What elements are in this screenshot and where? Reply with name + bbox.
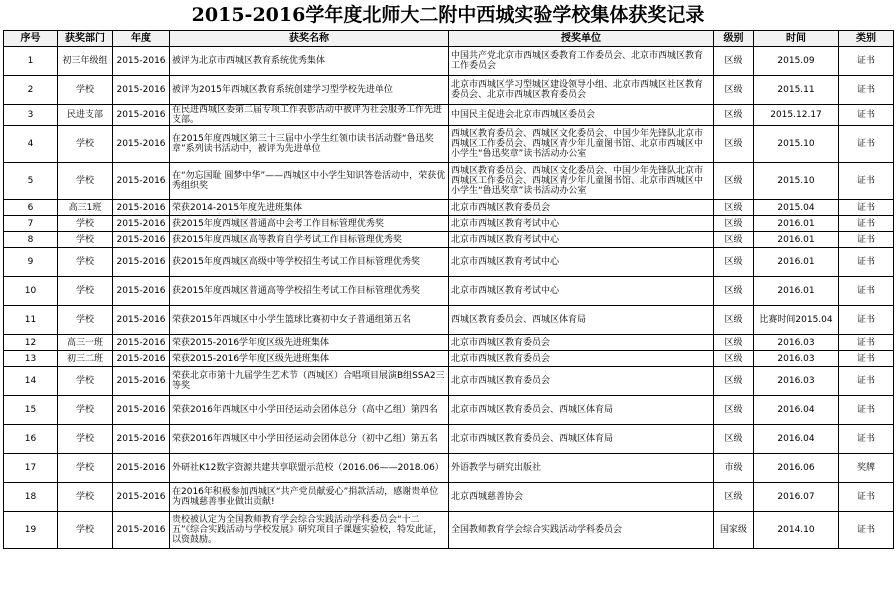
table-row xyxy=(4,367,894,396)
cell-date: 2016.04 xyxy=(754,425,839,454)
page-title: 2015-2016学年度北师大二附中西城实验学校集体获奖记录 xyxy=(191,4,705,26)
cell-type: 证书 xyxy=(839,105,894,126)
cell-no: 6 xyxy=(4,200,58,216)
cell-level: 区级 xyxy=(714,232,754,248)
cell-grantor: 西城区教育委员会、西城区文化委员会、中国少年先锋队北京市西城区工作委员会、西城区青少年儿童图书馆、北京市西城区中小学生“鲁迅奖章”读书活动办公室 xyxy=(449,126,714,163)
col-header-date: 时间 xyxy=(754,31,839,47)
cell-type: 证书 xyxy=(839,248,894,277)
table-row xyxy=(4,306,894,335)
cell-date: 2016.03 xyxy=(754,335,839,351)
cell-grantor: 西城区教育委员会、西城区文化委员会、中国少年先锋队北京市西城区工作委员会、西城区青少年儿童图书馆、北京市西城区中小学生“鲁迅奖章”读书活动办公室 xyxy=(449,163,714,200)
cell-level: 区级 xyxy=(714,396,754,425)
cell-no: 7 xyxy=(4,216,58,232)
cell-no: 12 xyxy=(4,335,58,351)
cell-year: 2015-2016 xyxy=(113,367,170,396)
cell-dept: 民进支部 xyxy=(58,105,113,126)
cell-award: 贵校被认定为全国教师教育学会综合实践活动学科委员会“十二五”《综合实践活动与学校发展》研究项目子课题实验校，特发此证，以资鼓励。 xyxy=(170,512,449,549)
cell-dept: 学校 xyxy=(58,512,113,549)
cell-dept: 学校 xyxy=(58,277,113,306)
cell-level: 国家级 xyxy=(714,512,754,549)
cell-dept: 学校 xyxy=(58,126,113,163)
cell-grantor: 北京市西城区教育委员会 xyxy=(449,367,714,396)
cell-dept: 学校 xyxy=(58,306,113,335)
cell-award: 荣获2016年西城区中小学田径运动会团体总分（初中乙组）第五名 xyxy=(170,425,449,454)
cell-date: 2015.12.17 xyxy=(754,105,839,126)
cell-date: 2015.09 xyxy=(754,47,839,76)
col-header-dept: 获奖部门 xyxy=(58,31,113,47)
cell-dept: 学校 xyxy=(58,163,113,200)
cell-award: 获2015年度西城区高级中等学校招生考试工作目标管理优秀奖 xyxy=(170,248,449,277)
col-header-level: 级别 xyxy=(714,31,754,47)
cell-dept: 学校 xyxy=(58,232,113,248)
table-row xyxy=(4,126,894,163)
cell-level: 市级 xyxy=(714,454,754,483)
cell-year: 2015-2016 xyxy=(113,200,170,216)
cell-no: 9 xyxy=(4,248,58,277)
cell-type: 奖牌 xyxy=(839,454,894,483)
cell-grantor: 北京市西城区教育考试中心 xyxy=(449,248,714,277)
cell-award: 获2015年度西城区普通高中会考工作目标管理优秀奖 xyxy=(170,216,449,232)
cell-award: 在2016年积极参加西城区“共产党员献爱心”捐款活动，感谢贵单位为西城慈善事业做出贡献! xyxy=(170,483,449,512)
cell-level: 区级 xyxy=(714,163,754,200)
cell-award: 荣获2015-2016学年度区级先进班集体 xyxy=(170,351,449,367)
cell-type: 证书 xyxy=(839,425,894,454)
cell-type: 证书 xyxy=(839,163,894,200)
cell-no: 16 xyxy=(4,425,58,454)
cell-level: 区级 xyxy=(714,306,754,335)
cell-year: 2015-2016 xyxy=(113,396,170,425)
cell-date: 2016.06 xyxy=(754,454,839,483)
cell-date: 2016.03 xyxy=(754,367,839,396)
cell-year: 2015-2016 xyxy=(113,335,170,351)
cell-date: 2016.03 xyxy=(754,351,839,367)
cell-no: 2 xyxy=(4,76,58,105)
cell-year: 2015-2016 xyxy=(113,126,170,163)
cell-no: 14 xyxy=(4,367,58,396)
cell-no: 18 xyxy=(4,483,58,512)
cell-date: 2015.11 xyxy=(754,76,839,105)
cell-no: 10 xyxy=(4,277,58,306)
table-row xyxy=(4,105,894,126)
cell-no: 3 xyxy=(4,105,58,126)
col-header-no: 序号 xyxy=(4,31,58,47)
cell-award: 在2015年度西城区第三十三届中小学生红领巾读书活动暨“鲁迅奖章”系列读书活动中，被评为先进单位 xyxy=(170,126,449,163)
cell-award: 被评为北京市西城区教育系统优秀集体 xyxy=(170,47,449,76)
cell-type: 证书 xyxy=(839,216,894,232)
cell-grantor: 北京市西城区学习型城区建设领导小组、北京市西城区社区教育委员会、北京市西城区教育委员会 xyxy=(449,76,714,105)
table-row xyxy=(4,454,894,483)
cell-award: 外研社K12数字资源共建共享联盟示范校（2016.06——2018.06） xyxy=(170,454,449,483)
cell-dept: 高三一班 xyxy=(58,335,113,351)
cell-dept: 学校 xyxy=(58,76,113,105)
cell-award: 荣获北京市第十九届学生艺术节（西城区）合唱项目展演B组SSA2三等奖 xyxy=(170,367,449,396)
cell-grantor: 西城区教育委员会、西城区体育局 xyxy=(449,306,714,335)
cell-type: 证书 xyxy=(839,306,894,335)
cell-no: 15 xyxy=(4,396,58,425)
cell-no: 8 xyxy=(4,232,58,248)
table-row xyxy=(4,335,894,351)
table-row xyxy=(4,396,894,425)
table-row xyxy=(4,163,894,200)
cell-year: 2015-2016 xyxy=(113,306,170,335)
table-row xyxy=(4,512,894,549)
cell-grantor: 北京市西城区教育考试中心 xyxy=(449,277,714,306)
cell-no: 5 xyxy=(4,163,58,200)
cell-date: 2016.07 xyxy=(754,483,839,512)
cell-award: 荣获2015-2016学年度区级先进班集体 xyxy=(170,335,449,351)
cell-dept: 学校 xyxy=(58,454,113,483)
cell-year: 2015-2016 xyxy=(113,47,170,76)
cell-type: 证书 xyxy=(839,512,894,549)
cell-type: 证书 xyxy=(839,335,894,351)
cell-grantor: 外语教学与研究出版社 xyxy=(449,454,714,483)
cell-level: 区级 xyxy=(714,483,754,512)
table-header-row xyxy=(4,31,894,47)
table-row xyxy=(4,351,894,367)
table-row xyxy=(4,216,894,232)
cell-grantor: 中国共产党北京市西城区委教育工作委员会、北京市西城区教育工作委员会 xyxy=(449,47,714,76)
cell-award: 在民进西城区委第二届专项工作表彰活动中被评为社会服务工作先进支部。 xyxy=(170,105,449,126)
cell-type: 证书 xyxy=(839,47,894,76)
cell-type: 证书 xyxy=(839,483,894,512)
cell-year: 2015-2016 xyxy=(113,277,170,306)
cell-year: 2015-2016 xyxy=(113,76,170,105)
cell-year: 2015-2016 xyxy=(113,454,170,483)
cell-level: 区级 xyxy=(714,216,754,232)
cell-level: 区级 xyxy=(714,76,754,105)
col-header-grantor: 授奖单位 xyxy=(449,31,714,47)
cell-grantor: 北京市西城区教育考试中心 xyxy=(449,232,714,248)
table-row xyxy=(4,47,894,76)
table-row xyxy=(4,277,894,306)
cell-type: 证书 xyxy=(839,126,894,163)
cell-dept: 学校 xyxy=(58,483,113,512)
cell-grantor: 中国民主促进会北京市西城区委员会 xyxy=(449,105,714,126)
cell-award: 被评为2015年西城区教育系统创建学习型学校先进单位 xyxy=(170,76,449,105)
cell-date: 2015.10 xyxy=(754,126,839,163)
cell-type: 证书 xyxy=(839,76,894,105)
cell-no: 4 xyxy=(4,126,58,163)
cell-award: 在“勿忘国耻 圆梦中华”——西城区中小学生知识答卷活动中，荣获优秀组织奖 xyxy=(170,163,449,200)
cell-level: 区级 xyxy=(714,277,754,306)
cell-date: 2016.01 xyxy=(754,248,839,277)
table-row xyxy=(4,425,894,454)
cell-level: 区级 xyxy=(714,367,754,396)
table-row xyxy=(4,248,894,277)
cell-dept: 初三年级组 xyxy=(58,47,113,76)
table-row xyxy=(4,232,894,248)
cell-type: 证书 xyxy=(839,396,894,425)
cell-year: 2015-2016 xyxy=(113,425,170,454)
cell-level: 区级 xyxy=(714,47,754,76)
cell-dept: 学校 xyxy=(58,425,113,454)
cell-dept: 学校 xyxy=(58,216,113,232)
cell-date: 2015.04 xyxy=(754,200,839,216)
cell-no: 19 xyxy=(4,512,58,549)
cell-no: 13 xyxy=(4,351,58,367)
cell-level: 区级 xyxy=(714,335,754,351)
table-row xyxy=(4,76,894,105)
col-header-year: 年度 xyxy=(113,31,170,47)
cell-dept: 初三二班 xyxy=(58,351,113,367)
cell-year: 2015-2016 xyxy=(113,483,170,512)
cell-level: 区级 xyxy=(714,351,754,367)
cell-type: 证书 xyxy=(839,367,894,396)
cell-grantor: 北京市西城区教育委员会 xyxy=(449,200,714,216)
cell-grantor: 全国教师教育学会综合实践活动学科委员会 xyxy=(449,512,714,549)
cell-dept: 学校 xyxy=(58,396,113,425)
cell-year: 2015-2016 xyxy=(113,248,170,277)
cell-level: 区级 xyxy=(714,126,754,163)
cell-type: 证书 xyxy=(839,277,894,306)
cell-date: 比赛时间2015.04 xyxy=(754,306,839,335)
col-header-award: 获奖名称 xyxy=(170,31,449,47)
cell-dept: 高三1班 xyxy=(58,200,113,216)
cell-level: 区级 xyxy=(714,425,754,454)
cell-year: 2015-2016 xyxy=(113,351,170,367)
cell-year: 2015-2016 xyxy=(113,105,170,126)
cell-level: 区级 xyxy=(714,105,754,126)
cell-grantor: 北京市西城区教育委员会、西城区体育局 xyxy=(449,396,714,425)
cell-type: 证书 xyxy=(839,232,894,248)
table-row xyxy=(4,200,894,216)
cell-date: 2016.04 xyxy=(754,396,839,425)
cell-award: 获2015年度西城区高等教育自学考试工作目标管理优秀奖 xyxy=(170,232,449,248)
cell-level: 区级 xyxy=(714,200,754,216)
cell-award: 荣获2016年西城区中小学田径运动会团体总分（高中乙组）第四名 xyxy=(170,396,449,425)
cell-year: 2015-2016 xyxy=(113,232,170,248)
cell-grantor: 北京市西城区教育考试中心 xyxy=(449,216,714,232)
cell-year: 2015-2016 xyxy=(113,163,170,200)
cell-date: 2016.01 xyxy=(754,277,839,306)
cell-award: 荣获2014-2015年度先进班集体 xyxy=(170,200,449,216)
cell-grantor: 北京西城慈善协会 xyxy=(449,483,714,512)
cell-dept: 学校 xyxy=(58,367,113,396)
cell-year: 2015-2016 xyxy=(113,216,170,232)
cell-award: 获2015年度西城区普通高等学校招生考试工作目标管理优秀奖 xyxy=(170,277,449,306)
cell-no: 17 xyxy=(4,454,58,483)
cell-grantor: 北京市西城区教育委员会、西城区体育局 xyxy=(449,425,714,454)
cell-no: 1 xyxy=(4,47,58,76)
cell-type: 证书 xyxy=(839,200,894,216)
cell-date: 2016.01 xyxy=(754,216,839,232)
table-row xyxy=(4,483,894,512)
cell-date: 2016.01 xyxy=(754,232,839,248)
col-header-type: 类别 xyxy=(839,31,894,47)
awards-table xyxy=(3,30,894,549)
cell-level: 区级 xyxy=(714,248,754,277)
cell-grantor: 北京市西城区教育委员会 xyxy=(449,351,714,367)
cell-year: 2015-2016 xyxy=(113,512,170,549)
cell-type: 证书 xyxy=(839,351,894,367)
cell-award: 荣获2015年西城区中小学生篮球比赛初中女子普通组第五名 xyxy=(170,306,449,335)
cell-grantor: 北京市西城区教育委员会 xyxy=(449,335,714,351)
cell-dept: 学校 xyxy=(58,248,113,277)
cell-no: 11 xyxy=(4,306,58,335)
cell-date: 2015.10 xyxy=(754,163,839,200)
cell-date: 2014.10 xyxy=(754,512,839,549)
